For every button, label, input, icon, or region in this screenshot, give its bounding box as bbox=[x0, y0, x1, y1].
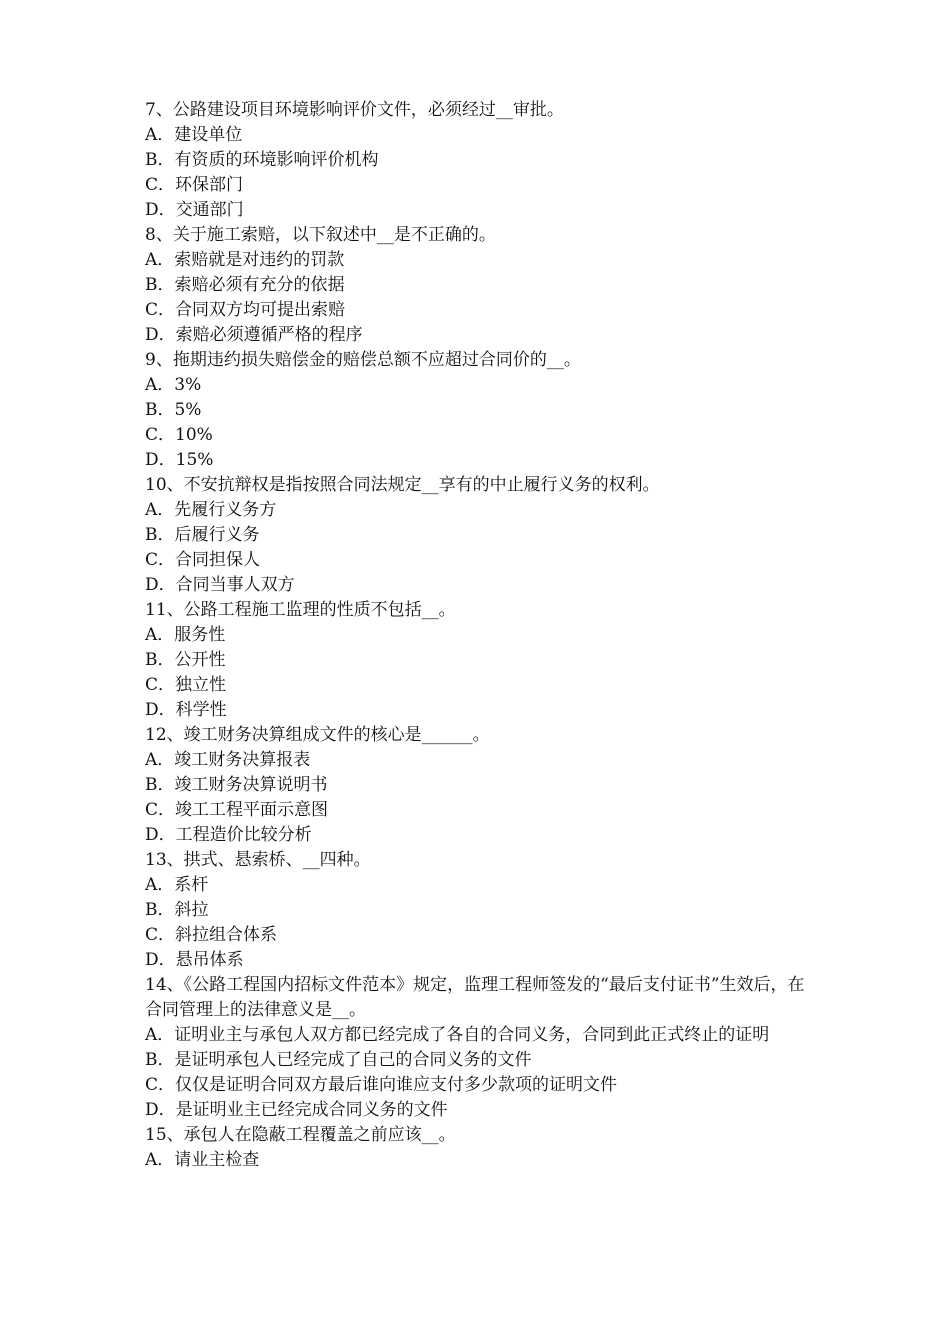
answer-option: D．合同当事人双方 bbox=[145, 575, 295, 595]
answer-option: A．请业主检查 bbox=[145, 1150, 260, 1170]
answer-option: A．先履行义务方 bbox=[145, 500, 277, 520]
answer-option: B．5% bbox=[145, 400, 202, 420]
question-block bbox=[145, 848, 815, 973]
answer-option: C．独立性 bbox=[145, 675, 227, 695]
answer-option: C．10% bbox=[145, 425, 213, 445]
question-block bbox=[145, 723, 815, 848]
answer-option: C．环保部门 bbox=[145, 175, 244, 195]
question-list bbox=[145, 98, 815, 1173]
answer-option: D．索赔必须遵循严格的程序 bbox=[145, 325, 363, 345]
question-stem: 15、承包人在隐蔽工程覆盖之前应该__。 bbox=[145, 1125, 456, 1145]
answer-option: B．后履行义务 bbox=[145, 525, 260, 545]
answer-option: C．合同担保人 bbox=[145, 550, 261, 570]
question-block bbox=[145, 98, 815, 223]
answer-option: B．索赔必须有充分的依据 bbox=[145, 275, 345, 295]
answer-option: D．悬吊体系 bbox=[145, 950, 244, 970]
answer-option: B．有资质的环境影响评价机构 bbox=[145, 150, 379, 170]
question-block bbox=[145, 1123, 815, 1173]
answer-option: B．是证明承包人已经完成了自己的合同义务的文件 bbox=[145, 1050, 532, 1070]
answer-option: D．是证明业主已经完成合同义务的文件 bbox=[145, 1100, 448, 1120]
answer-option: B．斜拉 bbox=[145, 900, 209, 920]
answer-option: C．仅仅是证明合同双方最后谁向谁应支付多少款项的证明文件 bbox=[145, 1075, 618, 1095]
answer-option: A．建设单位 bbox=[145, 125, 243, 145]
question-block bbox=[145, 223, 815, 348]
question-stem: 8、关于施工索赔，以下叙述中__是不正确的。 bbox=[145, 225, 496, 245]
question-block bbox=[145, 973, 815, 1123]
answer-option: B．公开性 bbox=[145, 650, 226, 670]
question-stem: 13、拱式、悬索桥、__四种。 bbox=[145, 850, 371, 870]
answer-option: C．斜拉组合体系 bbox=[145, 925, 278, 945]
answer-option: D．科学性 bbox=[145, 700, 227, 720]
answer-option: A．竣工财务决算报表 bbox=[145, 750, 311, 770]
question-block bbox=[145, 598, 815, 723]
answer-option: C．竣工工程平面示意图 bbox=[145, 800, 329, 820]
question-stem: 14、《公路工程国内招标文件范本》规定，监理工程师签发的“最后支付证书”生效后，在合同管理上的法律意义是__。 bbox=[145, 975, 805, 1020]
answer-option: A．证明业主与承包人双方都已经完成了各自的合同义务，合同到此正式终止的证明 bbox=[145, 1025, 770, 1045]
question-stem: 11、公路工程施工监理的性质不包括__。 bbox=[145, 600, 456, 620]
question-stem: 7、公路建设项目环境影响评价文件，必须经过__审批。 bbox=[145, 100, 564, 120]
question-stem: 12、竣工财务决算组成文件的核心是______。 bbox=[145, 725, 490, 745]
answer-option: C．合同双方均可提出索赔 bbox=[145, 300, 346, 320]
answer-option: D．交通部门 bbox=[145, 200, 244, 220]
question-block bbox=[145, 348, 815, 473]
answer-option: A．服务性 bbox=[145, 625, 226, 645]
answer-option: D．15% bbox=[145, 450, 214, 470]
answer-option: A．索赔就是对违约的罚款 bbox=[145, 250, 345, 270]
answer-option: B．竣工财务决算说明书 bbox=[145, 775, 328, 795]
question-stem: 9、拖期违约损失赔偿金的赔偿总额不应超过合同价的__。 bbox=[145, 350, 581, 370]
answer-option: D．工程造价比较分析 bbox=[145, 825, 312, 845]
question-stem: 10、不安抗辩权是指按照合同法规定__享有的中止履行义务的权利。 bbox=[145, 475, 660, 495]
question-block bbox=[145, 473, 815, 598]
answer-option: A．3% bbox=[145, 375, 202, 395]
answer-option: A．系杆 bbox=[145, 875, 209, 895]
